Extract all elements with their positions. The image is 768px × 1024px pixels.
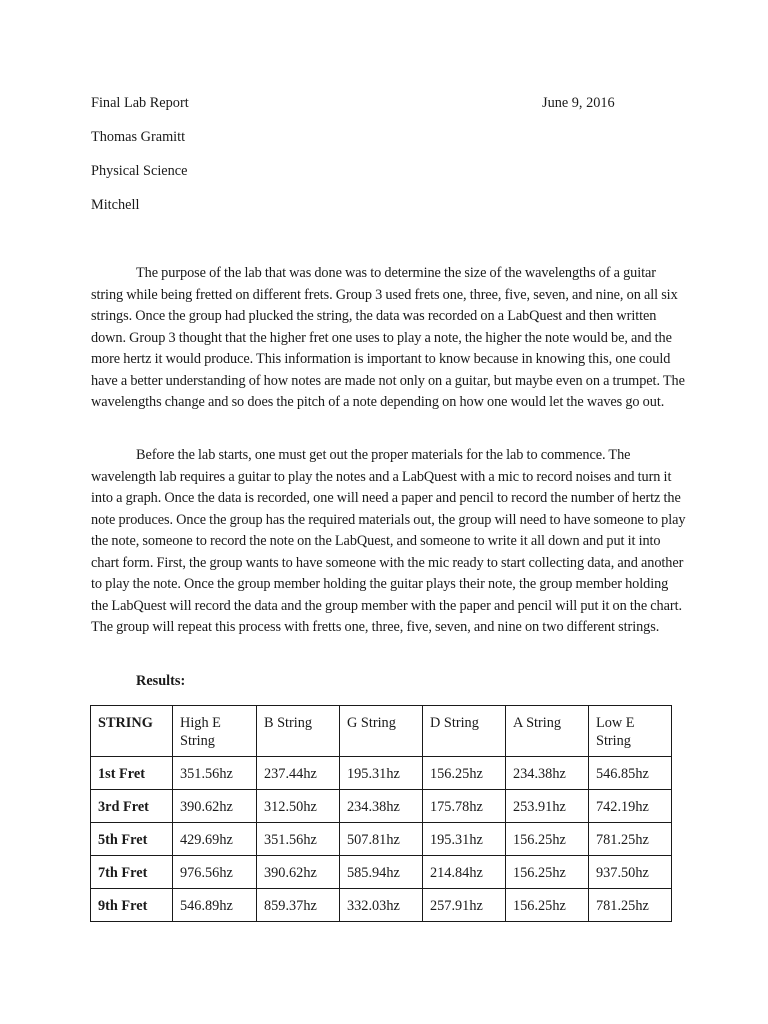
table-cell: 390.62hz — [173, 790, 257, 823]
table-row — [91, 856, 672, 889]
table-corner-label: STRING — [91, 706, 173, 757]
table-cell: 257.91hz — [423, 889, 506, 922]
table-cell: 742.19hz — [589, 790, 672, 823]
column-header: G String — [340, 706, 423, 757]
table-cell: 195.31hz — [423, 823, 506, 856]
results-heading: Results: — [136, 673, 186, 689]
column-header: Low E String — [589, 706, 672, 757]
table-row — [91, 757, 672, 790]
table-cell: 156.25hz — [423, 757, 506, 790]
table-cell: 429.69hz — [173, 823, 257, 856]
column-header: B String — [257, 706, 340, 757]
teacher-name: Mitchell — [91, 197, 140, 213]
table-cell: 585.94hz — [340, 856, 423, 889]
table-cell: 237.44hz — [257, 757, 340, 790]
table-cell: 781.25hz — [589, 823, 672, 856]
table-cell: 214.84hz — [423, 856, 506, 889]
table-row — [91, 889, 672, 922]
table-cell: 156.25hz — [506, 823, 589, 856]
table-cell: 937.50hz — [589, 856, 672, 889]
author-name: Thomas Gramitt — [91, 129, 186, 145]
table-cell: 976.56hz — [173, 856, 257, 889]
results-table — [90, 705, 672, 922]
table-cell: 546.89hz — [173, 889, 257, 922]
paragraph-purpose: The purpose of the lab that was done was to determine the size of the wavelengths of a guitar string while being fretted on different frets. Group 3 used frets one, three, five, seven, and nine, on all six strings. Once the group had plucked the string, the data was recorded on a LabQuest and then written down. Group 3 thought that the higher fret one uses to play a note, the higher the note would be, and the more hertz it would produce. This information is important to know because in knowing this, one could have a better understanding of how notes are made not only on a guitar, but maybe even on a trumpet. The wavelengths change and so does the pitch of a note depending on how one would let the waves go out. — [91, 265, 685, 410]
column-header: High E String — [173, 706, 257, 757]
row-label: 5th Fret — [91, 823, 173, 856]
table-cell: 156.25hz — [506, 889, 589, 922]
course-name: Physical Science — [91, 163, 188, 179]
table-cell: 781.25hz — [589, 889, 672, 922]
paragraph-procedure: Before the lab starts, one must get out the proper materials for the lab to commence. The wavelength lab requires a guitar to play the notes and a LabQuest with a mic to record noises and turn it into a graph. Once the data is recorded, one will need a paper and pencil to record the number of hertz the note produces. Once the group has the required materials out, the group will need to have someone to play the note, someone to record the note on the LabQuest, and someone to write it all down and put it into chart form. First, the group wants to have someone with the mic ready to start collecting data, and another to play the note. Once the group member holding the guitar plays their note, the group member holding the LabQuest will record the data and the group member with the paper and pencil will put it on the chart. The group will repeat this process with fretts one, three, five, seven, and nine on two different strings. — [91, 447, 686, 635]
table-cell: 253.91hz — [506, 790, 589, 823]
column-header: D String — [423, 706, 506, 757]
table-cell: 546.85hz — [589, 757, 672, 790]
table-cell: 859.37hz — [257, 889, 340, 922]
row-label: 1st Fret — [91, 757, 173, 790]
report-date: June 9, 2016 — [542, 95, 615, 111]
table-cell: 351.56hz — [173, 757, 257, 790]
table-cell: 312.50hz — [257, 790, 340, 823]
table-row — [91, 790, 672, 823]
row-label: 7th Fret — [91, 856, 173, 889]
table-cell: 332.03hz — [340, 889, 423, 922]
report-title: Final Lab Report — [91, 95, 189, 111]
table-cell: 234.38hz — [340, 790, 423, 823]
table-header-row — [91, 706, 672, 757]
table-cell: 234.38hz — [506, 757, 589, 790]
row-label: 9th Fret — [91, 889, 173, 922]
table-cell: 195.31hz — [340, 757, 423, 790]
table-row — [91, 823, 672, 856]
table-cell: 390.62hz — [257, 856, 340, 889]
table-cell: 351.56hz — [257, 823, 340, 856]
table-cell: 507.81hz — [340, 823, 423, 856]
table-cell: 156.25hz — [506, 856, 589, 889]
table-cell: 175.78hz — [423, 790, 506, 823]
row-label: 3rd Fret — [91, 790, 173, 823]
column-header: A String — [506, 706, 589, 757]
